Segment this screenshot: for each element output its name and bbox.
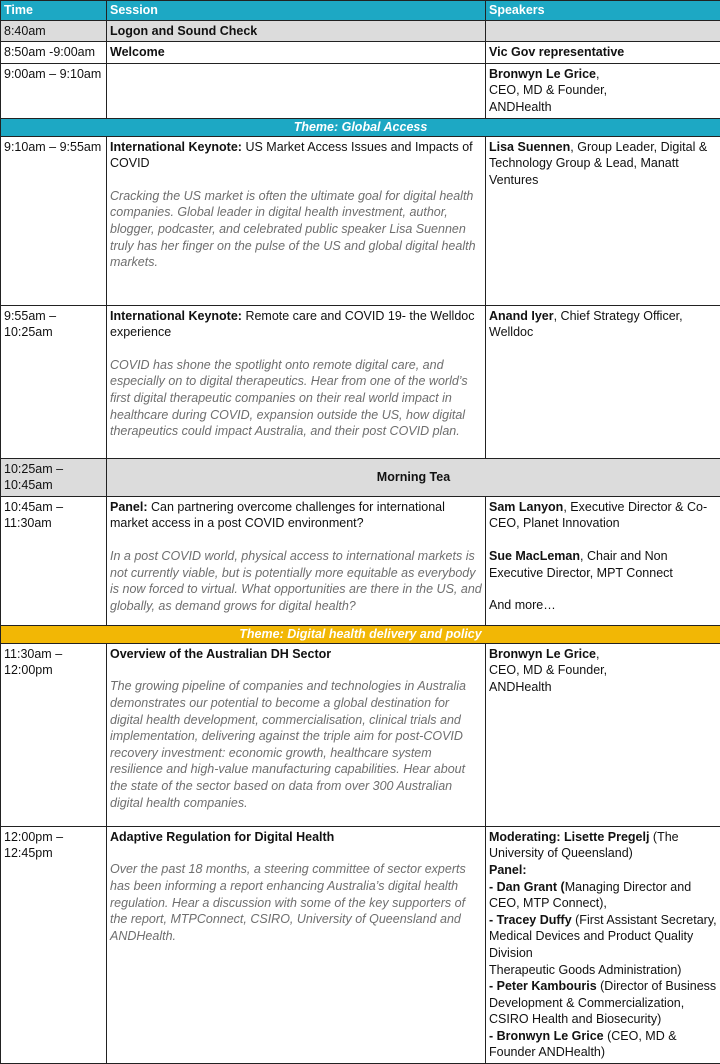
header-session: Session: [107, 1, 486, 21]
time-cell: 12:00pm – 12:45pm: [1, 826, 107, 1063]
session-cell: [107, 496, 486, 625]
theme-row: [1, 118, 720, 136]
speaker-role: , Chair and Non Executive Director, MPT Connect: [489, 549, 673, 580]
moderator-name: Moderating: Lisette Pregelj: [489, 830, 649, 844]
panel-label: Panel:: [489, 862, 717, 879]
session-title: Adaptive Regulation for Digital Health: [110, 830, 334, 844]
table-row: [1, 458, 720, 496]
speaker-name: Bronwyn Le Grice: [489, 67, 596, 81]
speaker-cell: [486, 136, 720, 305]
speaker-cell: Bronwyn Le Grice, CEO, MD & Founder, ANDHealth: [486, 63, 720, 118]
speaker-name: Sam Lanyon: [489, 500, 563, 514]
speaker-name: - Peter Kambouris: [489, 979, 597, 993]
theme-row: [1, 625, 720, 643]
time-cell: 8:40am: [1, 20, 107, 42]
header-speakers: Speakers: [486, 1, 720, 21]
header-row: [1, 1, 720, 21]
session-cell: Logon and Sound Check: [107, 20, 486, 42]
speaker-role: CEO, MD & Founder,: [489, 662, 717, 679]
session-title: Can partnering overcome challenges for international market access in a post COVID environment?: [110, 500, 445, 531]
session-prefix: International Keynote:: [110, 309, 242, 323]
session-cell: Morning Tea: [107, 458, 720, 496]
speaker-name: Lisa Suennen: [489, 140, 570, 154]
speaker-cell: [486, 20, 720, 42]
session-cell: Welcome: [107, 42, 486, 64]
table-row: [1, 826, 720, 1063]
speaker-cell: Bronwyn Le Grice, CEO, MD & Founder, ANDHealth: [486, 643, 720, 826]
moderator-org: (The University of Queensland): [489, 830, 679, 861]
session-description: The growing pipeline of companies and technologies in Australia demonstrates our potential to become a global destination for digital health development, commercialisation, clinical trials and implementation, delivering against the triple aim for post-COVID recovery investment: economic growth, healthcare system resilience and high-value manufacturing capabilities. Hear about the state of the sector based on data from over 300 Australian digital health companies.: [110, 678, 482, 811]
session-title: US Market Access Issues and Impacts of COVID: [110, 140, 473, 171]
speaker-role: , Executive Director & Co-CEO, Planet Innovation: [489, 500, 707, 531]
session-description: Over the past 18 months, a steering committee of sector experts has been informing a report enhancing Australia’s digital health regulation. Hear a discussion with some of the key supporters of the report, MTPConnect, CSIRO, University of Queensland and ANDHealth.: [110, 861, 482, 944]
speaker-name: Anand Iyer: [489, 309, 554, 323]
speaker-role: , Group Leader, Digital & Technology Group & Lead, Manatt Ventures: [489, 140, 707, 187]
speaker-org: ANDHealth: [489, 679, 717, 696]
session-description: In a post COVID world, physical access to international markets is not currently viable, but is potentially more equitable as everybody is now forced to virtual. What opportunities are there in the US, and globally, as demand grows for digital health?: [110, 548, 482, 614]
table-row: [1, 136, 720, 305]
session-cell: [107, 826, 486, 1063]
theme-title: Theme: Digital health delivery and policy: [1, 625, 720, 643]
speaker-name: - Bronwyn Le Grice: [489, 1029, 604, 1043]
speaker-role: (First Assistant Secretary, Medical Devices and Product Quality Division: [489, 913, 717, 960]
time-cell: 10:25am – 10:45am: [1, 458, 107, 496]
session-title: Remote care and COVID 19- the Welldoc experience: [110, 309, 474, 340]
table-row: [1, 63, 720, 118]
speaker-role: , Chief Strategy Officer, Welldoc: [489, 309, 683, 340]
table-row: [1, 496, 720, 625]
time-cell: 10:45am – 11:30am: [1, 496, 107, 625]
session-cell: [107, 305, 486, 458]
speaker-more: And more…: [489, 598, 556, 612]
time-cell: 9:10am – 9:55am: [1, 136, 107, 305]
speaker-role: (Director of Business Development & Commercialization, CSIRO Health and Biosecurity): [489, 979, 716, 1026]
speaker-cell: Vic Gov representative: [486, 42, 720, 64]
table-row: [1, 305, 720, 458]
table-row: [1, 20, 720, 42]
theme-title: Theme: Global Access: [1, 118, 720, 136]
session-prefix: International Keynote:: [110, 140, 242, 154]
session-title: Overview of the Australian DH Sector: [110, 647, 331, 661]
header-time: Time: [1, 1, 107, 21]
session-cell: [107, 643, 486, 826]
table-row: [1, 643, 720, 826]
speaker-cell: [486, 826, 720, 1063]
speaker-role: CEO, MD & Founder,: [489, 82, 717, 99]
time-cell: 9:00am – 9:10am: [1, 63, 107, 118]
session-description: Cracking the US market is often the ultimate goal for digital health companies. Global leader in digital health investment, author, blogger, podcaster, and celebrated public speaker Lisa Suennen truly has her finger on the pulse of the US and global digital health markets.: [110, 188, 482, 271]
speaker-role: (CEO, MD & Founder ANDHealth): [489, 1029, 677, 1060]
speaker-name: - Dan Grant (: [489, 880, 565, 894]
speaker-org: ANDHealth: [489, 99, 717, 116]
speaker-name: Bronwyn Le Grice: [489, 647, 596, 661]
session-cell: [107, 63, 486, 118]
speaker-role: Managing Director and CEO, MTP Connect),: [489, 880, 691, 911]
time-cell: 9:55am – 10:25am: [1, 305, 107, 458]
speaker-name: Sue MacLeman: [489, 549, 580, 563]
session-cell: [107, 136, 486, 305]
session-prefix: Panel:: [110, 500, 148, 514]
time-cell: 8:50am -9:00am: [1, 42, 107, 64]
speaker-org: Therapeutic Goods Administration): [489, 962, 717, 979]
session-description: COVID has shone the spotlight onto remote digital care, and especially on to digital therapeutics. Hear from one of the world’s first digital therapeutic companies on their real world impact in healthcare during COVID, expansion outside the US, how digital therapeutics could impact Australia, and their post COVID plan.: [110, 357, 482, 440]
speaker-cell: [486, 496, 720, 625]
speaker-name: - Tracey Duffy: [489, 913, 572, 927]
table-row: [1, 42, 720, 64]
speaker-cell: [486, 305, 720, 458]
time-cell: 11:30am – 12:00pm: [1, 643, 107, 826]
